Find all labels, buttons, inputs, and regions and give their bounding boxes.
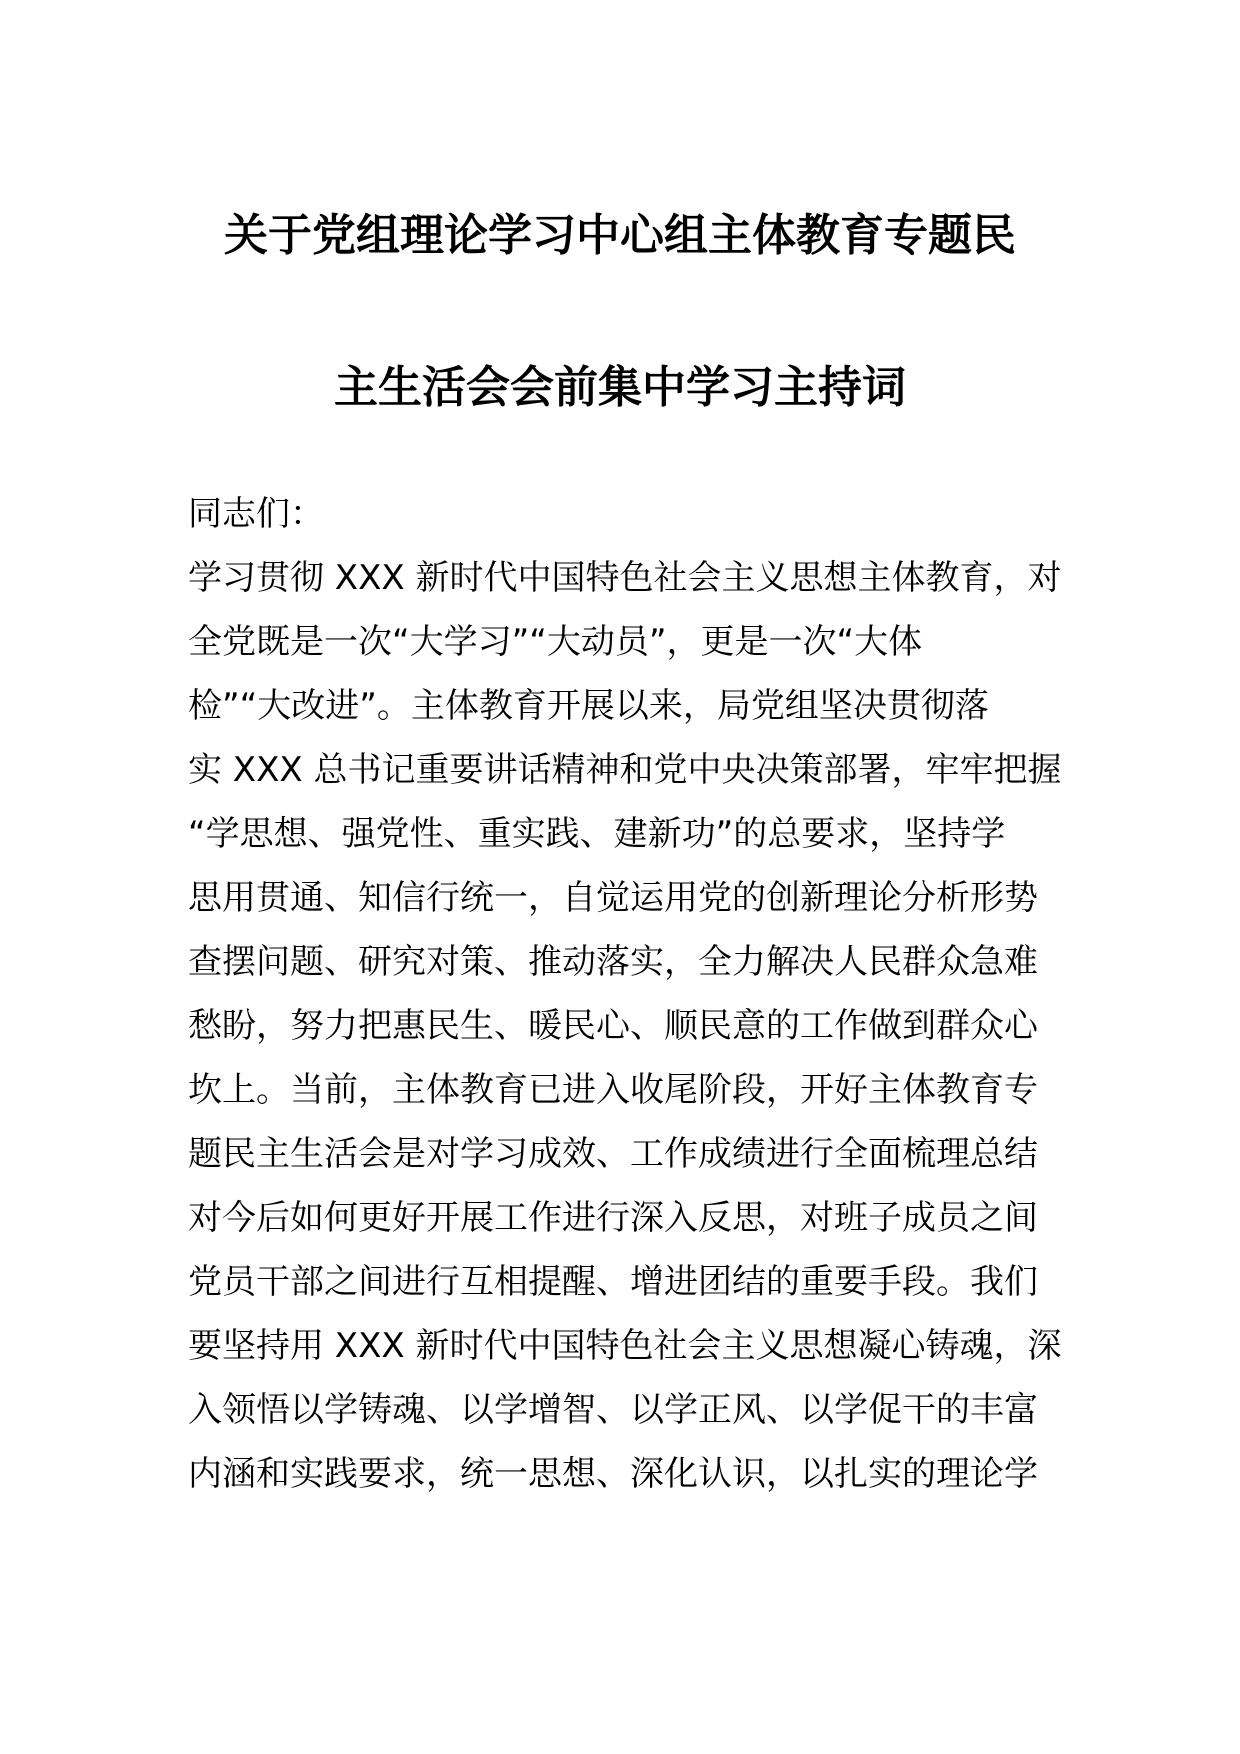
body-line: 坎上。当前，主体教育已进入收尾阶段，开好主体教育专 (188, 1070, 1038, 1110)
body-line: 题民主生活会是对学习成效、工作成绩进行全面梳理总结 (188, 1134, 1038, 1174)
document-title-line-2: 主生活会会前集中学习主持词 (334, 362, 906, 413)
body-line: 要坚持用 XXX 新时代中国特色社会主义思想凝心铸魂，深 (188, 1326, 1062, 1366)
body-line: 愁盼，努力把惠民生、暖民心、顺民意的工作做到群众心 (188, 1006, 1038, 1046)
body-line: 查摆问题、研究对策、推动落实，全力解决人民群众急难 (188, 942, 1038, 982)
body-line: 检”“大改进”。主体教育开展以来，局党组坚决贯彻落 (188, 686, 989, 726)
body-line: 入领悟以学铸魂、以学增智、以学正风、以学促干的丰富 (188, 1390, 1038, 1430)
body-line: 思用贯通、知信行统一，自觉运用党的创新理论分析形势 (188, 878, 1038, 918)
document-body (188, 482, 1062, 1506)
body-line: 实 XXX 总书记重要讲话精神和党中央决策部署，牢牢把握 (188, 750, 1062, 790)
body-line: 党员干部之间进行互相提醒、增进团结的重要手段。我们 (188, 1262, 1038, 1302)
salutation: 同志们： (188, 494, 324, 534)
body-line: “学思想、强党性、重实践、建新功”的总要求，坚持学 (188, 814, 1006, 854)
body-line: 内涵和实践要求，统一思想、深化认识，以扎实的理论学 (188, 1454, 1038, 1494)
body-line: 学习贯彻 XXX 新时代中国特色社会主义思想主体教育，对 (188, 558, 1062, 598)
body-line: 对今后如何更好开展工作进行深入反思，对班子成员之间 (188, 1198, 1038, 1238)
document-title-line-1: 关于党组理论学习中心组主体教育专题民 (224, 210, 1016, 261)
body-line: 全党既是一次“大学习”“大动员”，更是一次“大体 (188, 622, 923, 662)
